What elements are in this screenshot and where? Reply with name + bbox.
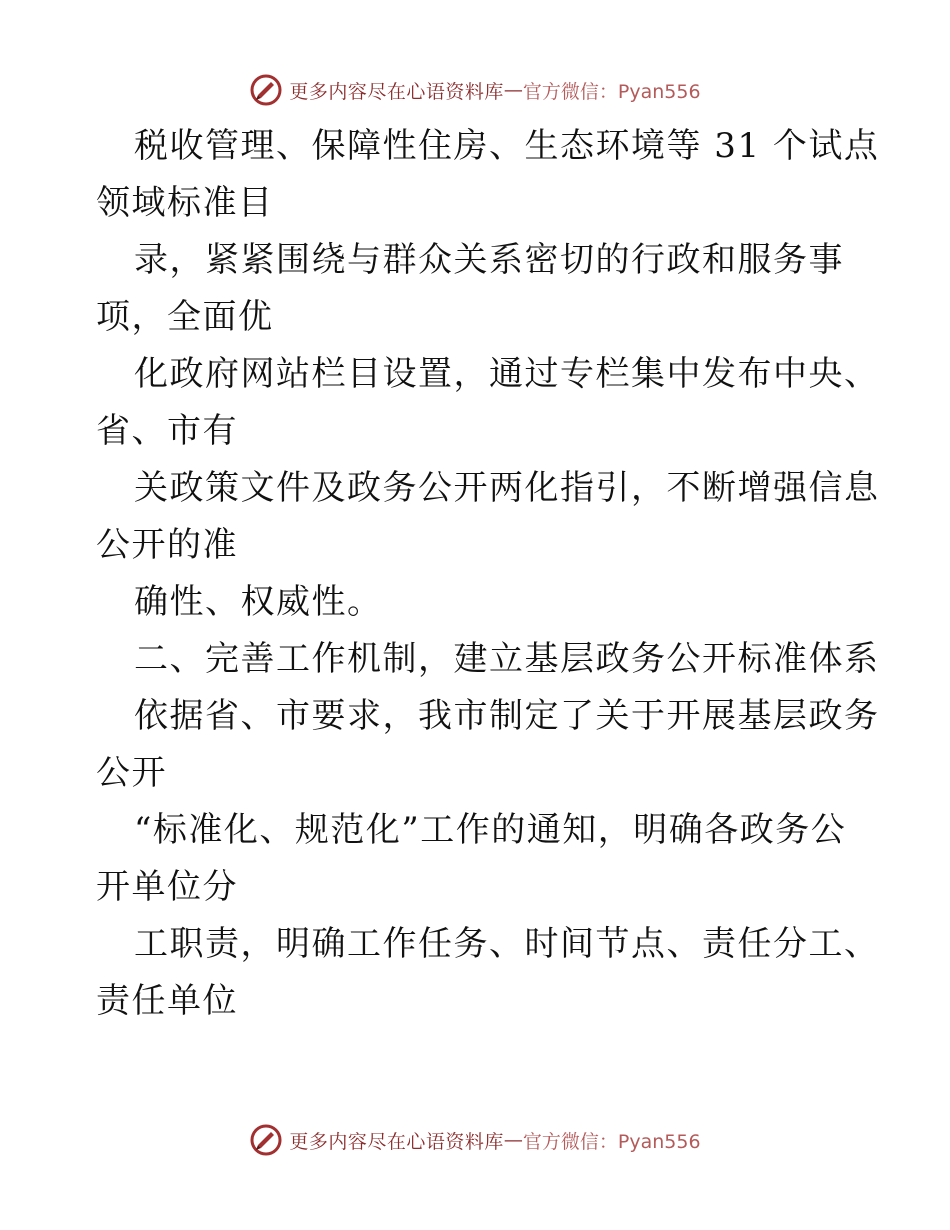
body-line: 关政策文件及政务公开两化指引，不断增强信息: [134, 468, 880, 508]
footer-watermark: [0, 1120, 950, 1160]
body-line: 确性、权威性。: [134, 582, 383, 622]
body-line: 依据省、市要求，我市制定了关于开展基层政务: [134, 696, 880, 736]
document-body: [96, 118, 880, 1030]
header-account-text: 官方微信：Pyan556: [522, 80, 701, 103]
body-line: “标准化、规范化”工作的通知，明确各政务公: [134, 810, 847, 850]
body-line: 税收管理、保障性住房、生态环境等 31 个试点: [134, 126, 880, 166]
footer-brand-text: 更多内容尽在心语资料库: [289, 1130, 504, 1153]
body-line: 开单位分: [96, 867, 238, 907]
header-separator: —: [503, 79, 523, 101]
body-line: 责任单位: [96, 981, 238, 1021]
body-line: 省、市有: [96, 411, 238, 451]
footer-account-text: 官方微信：Pyan556: [522, 1130, 701, 1153]
body-line: 项，全面优: [96, 297, 274, 337]
body-line: 公开的准: [96, 525, 238, 565]
footer-separator: —: [503, 1129, 523, 1151]
header-brand-text: 更多内容尽在心语资料库: [289, 80, 504, 103]
header-watermark: [0, 70, 950, 110]
body-line: 公开: [96, 753, 167, 793]
section-heading: 二、完善工作机制，建立基层政务公开标准体系: [134, 639, 880, 679]
pen-logo-icon: [249, 73, 283, 107]
body-line: 录，紧紧围绕与群众关系密切的行政和服务事: [134, 240, 844, 280]
pen-logo-icon: [249, 1123, 283, 1157]
body-line: 领域标准目: [96, 183, 274, 223]
body-line: 化政府网站栏目设置，通过专栏集中发布中央、: [134, 354, 880, 394]
body-line: 工职责，明确工作任务、时间节点、责任分工、: [134, 924, 880, 964]
